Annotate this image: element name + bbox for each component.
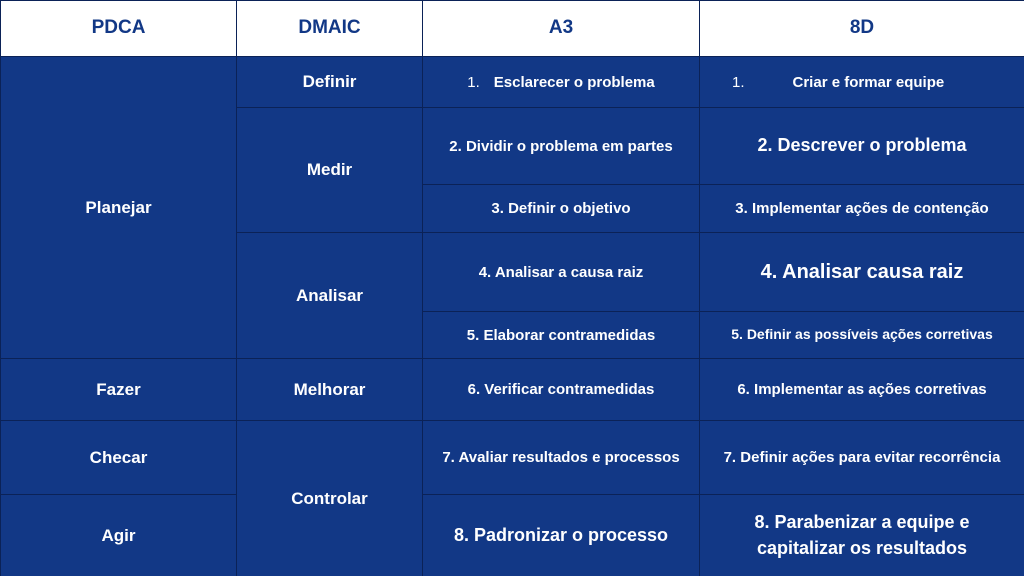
pdca-agir: Agir: [1, 495, 237, 576]
table-row: [1, 421, 1024, 495]
8d-step-8: 8. Parabenizar a equipe e capitalizar os resultados: [700, 495, 1024, 576]
table-row: [1, 57, 1024, 108]
a3-step-5: 5. Elaborar contramedidas: [423, 312, 700, 359]
a3-step-4: 4. Analisar a causa raiz: [423, 233, 700, 312]
dmaic-medir: Medir: [237, 108, 423, 233]
header-8d: 8D: [700, 1, 1024, 57]
8d-step-1-content: [708, 72, 1016, 93]
8d-step-5: 5. Definir as possíveis ações corretivas: [700, 312, 1024, 359]
a3-step-1-content: [431, 72, 691, 93]
8d-step-1-text: Criar e formar equipe: [792, 73, 945, 91]
pdca-planejar: Planejar: [1, 57, 237, 359]
8d-step-1-number: 1.: [732, 73, 745, 91]
dmaic-controlar: Controlar: [237, 421, 423, 576]
a3-step-6: 6. Verificar contramedidas: [423, 359, 700, 421]
a3-step-1: [423, 57, 700, 108]
header-dmaic: DMAIC: [237, 1, 423, 57]
table-row: [1, 495, 1024, 576]
8d-step-2: 2. Descrever o problema: [700, 108, 1024, 185]
header-row: [1, 1, 1024, 57]
pdca-checar: Checar: [1, 421, 237, 495]
8d-step-4: 4. Analisar causa raiz: [700, 233, 1024, 312]
dmaic-definir: Definir: [237, 57, 423, 108]
header-pdca: PDCA: [1, 1, 237, 57]
a3-step-3: 3. Definir o objetivo: [423, 185, 700, 233]
8d-step-7: 7. Definir ações para evitar recorrência: [700, 421, 1024, 495]
table-header: [1, 1, 1024, 57]
dmaic-analisar: Analisar: [237, 233, 423, 359]
a3-step-2: 2. Dividir o problema em partes: [423, 108, 700, 185]
pdca-fazer: Fazer: [1, 359, 237, 421]
8d-step-6: 6. Implementar as ações corretivas: [700, 359, 1024, 421]
a3-step-1-text: Esclarecer o problema: [493, 73, 655, 91]
table-body: [1, 57, 1024, 576]
a3-step-8: 8. Padronizar o processo: [423, 495, 700, 576]
header-a3: A3: [423, 1, 700, 57]
8d-step-3: 3. Implementar ações de contenção: [700, 185, 1024, 233]
a3-step-1-number: 1.: [467, 73, 480, 91]
a3-step-7: 7. Avaliar resultados e processos: [423, 421, 700, 495]
table-row: [1, 359, 1024, 421]
dmaic-melhorar: Melhorar: [237, 359, 423, 421]
8d-step-1: [700, 57, 1024, 108]
